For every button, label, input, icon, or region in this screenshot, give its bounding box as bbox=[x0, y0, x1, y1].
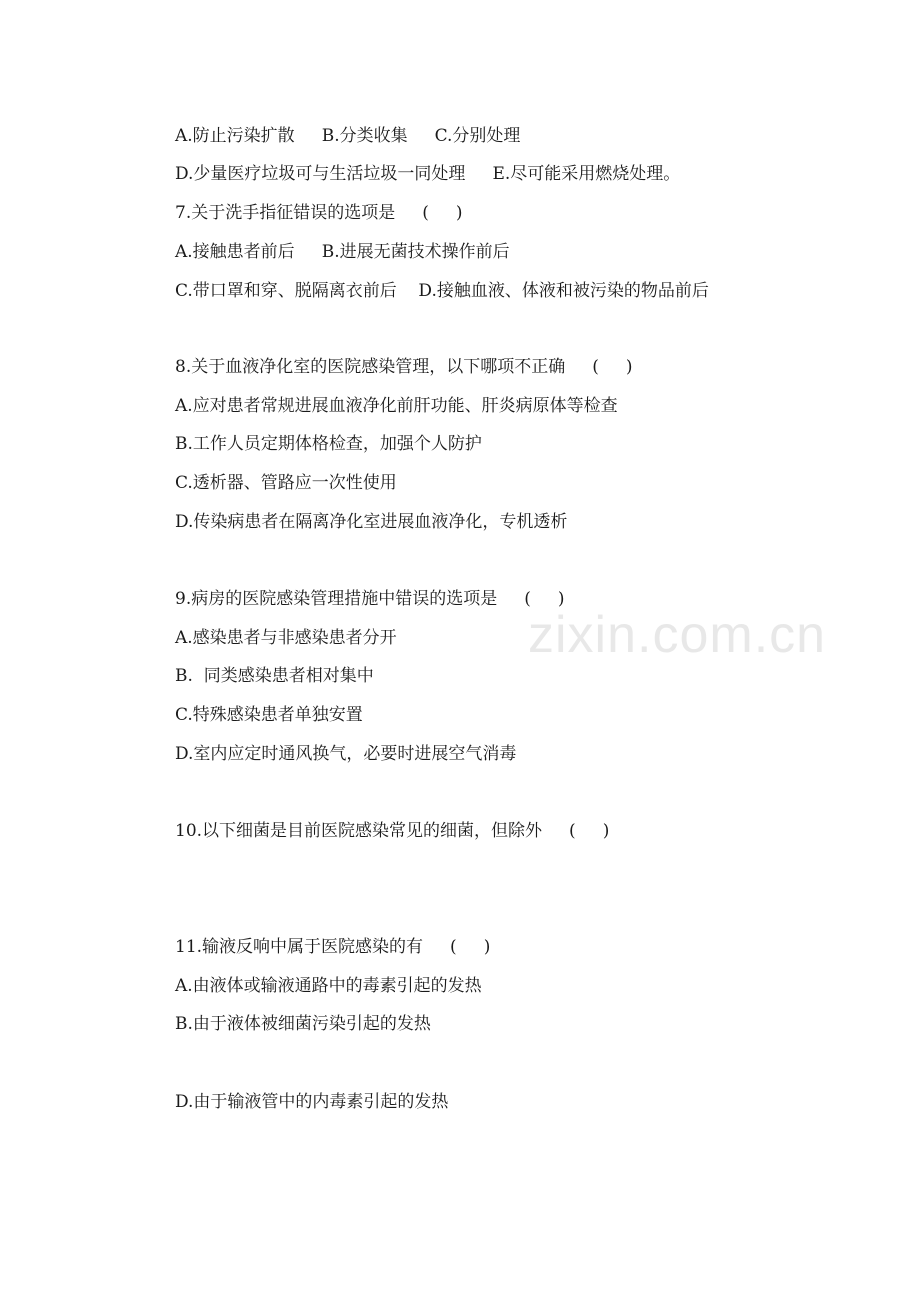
q9-option-d: D.室内应定时通风换气，必要时进展空气消毒 bbox=[175, 744, 517, 764]
q10-stem: 10.以下细菌是目前医院感染常见的细菌，但除外 ( ) bbox=[175, 821, 610, 841]
q8-stem: 8.关于血液净化室的医院感染管理，以下哪项不正确 ( ) bbox=[175, 357, 633, 377]
q11-option-d: D.由于输液管中的内毒素引起的发热 bbox=[175, 1092, 449, 1112]
q11-option-a: A.由液体或输液通路中的毒素引起的发热 bbox=[175, 976, 482, 996]
q8-option-c: C.透析器、管路应一次性使用 bbox=[175, 473, 397, 493]
q11-option-b: B.由于液体被细菌污染引起的发热 bbox=[175, 1014, 431, 1034]
q9-option-a: A.感染患者与非感染患者分开 bbox=[175, 628, 397, 648]
q8-option-d: D.传染病患者在隔离净化室进展血液净化，专机透析 bbox=[175, 512, 568, 532]
q7-options-ab: A.接触患者前后 B.进展无菌技术操作前后 bbox=[175, 242, 510, 262]
q6-options-de: D.少量医疗垃圾可与生活垃圾一同处理 E.尽可能采用燃烧处理。 bbox=[175, 164, 681, 184]
q9-option-b: B. 同类感染患者相对集中 bbox=[175, 666, 374, 686]
watermark-text: zixin.com.cn bbox=[528, 606, 827, 664]
q8-option-b: B.工作人员定期体格检查，加强个人防护 bbox=[175, 434, 482, 454]
q7-options-cd: C.带口罩和穿、脱隔离衣前后 D.接触血液、体液和被污染的物品前后 bbox=[175, 281, 709, 301]
q7-stem: 7.关于洗手指征错误的选项是 ( ) bbox=[175, 203, 463, 223]
q11-stem: 11.输液反响中属于医院感染的有 ( ) bbox=[175, 937, 491, 957]
q9-stem: 9.病房的医院感染管理措施中错误的选项是 ( ) bbox=[175, 589, 565, 609]
q9-option-c: C.特殊感染患者单独安置 bbox=[175, 705, 363, 725]
q8-option-a: A.应对患者常规进展血液净化前肝功能、肝炎病原体等检查 bbox=[175, 396, 618, 416]
q6-options-abc: A.防止污染扩散 B.分类收集 C.分别处理 bbox=[175, 126, 521, 146]
